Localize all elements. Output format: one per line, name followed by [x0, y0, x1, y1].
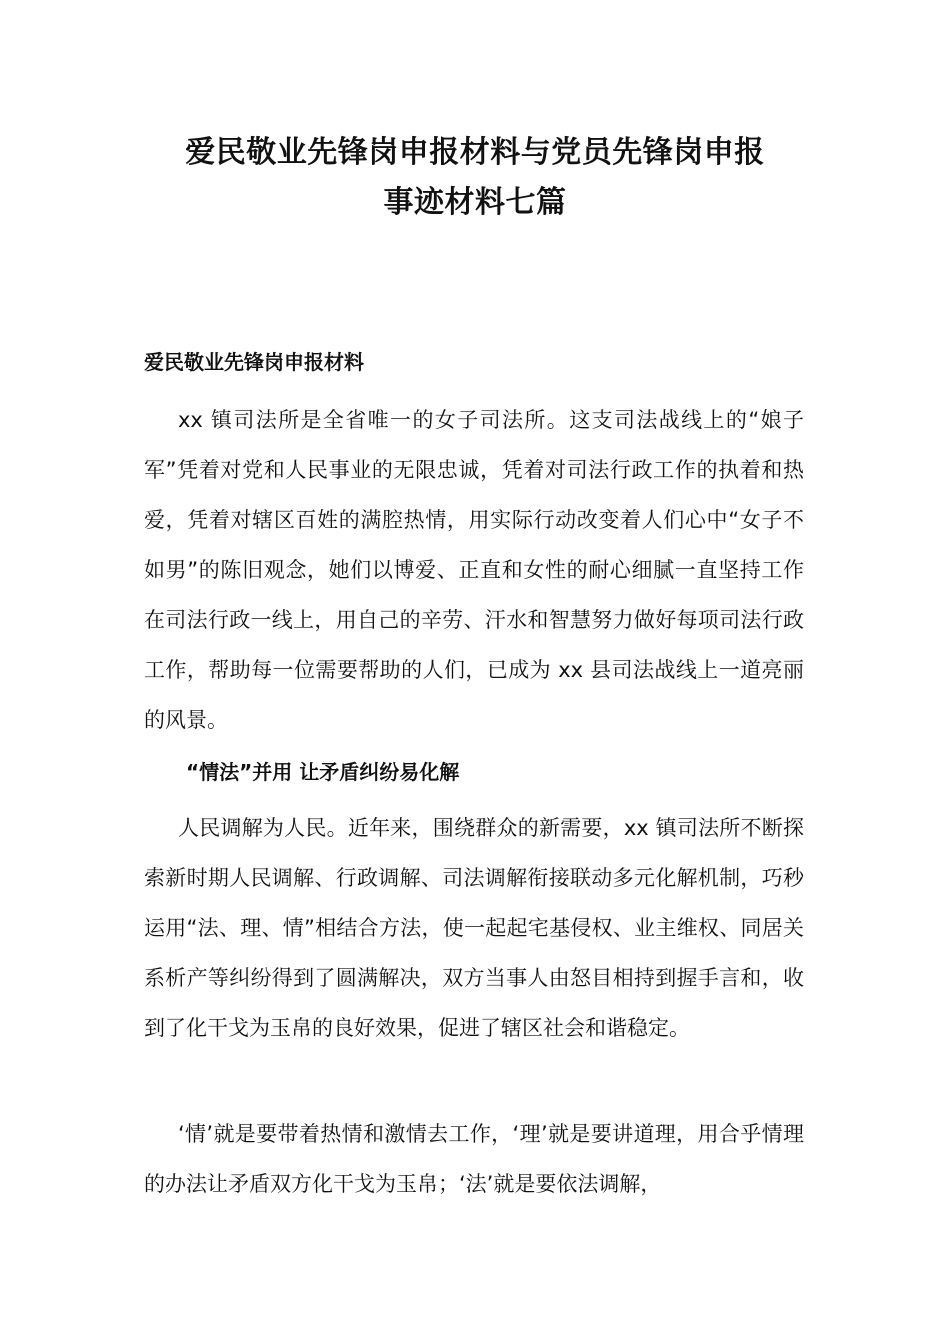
paragraph-1: xx 镇司法所是全省唯一的女子司法所。这支司法战线上的“娘子军”凭着对党和人民事业的无限忠诚，凭着对司法行政工作的执着和热爱，凭着对辖区百姓的满腔热情，用实际行动改变着人们心中“女子不如男”的陈旧观念，她们以博爱、正直和女性的耐心细腻一直坚持工作在司法行政一线上，用自己的辛劳、汗水和智慧努力做好每项司法行政工作，帮助每一位需要帮助的人们，已成为 xx 县司法战线上一道亮丽的风景。 — [144, 408, 804, 732]
document-title — [120, 128, 830, 228]
sub-heading: “情法”并用 让矛盾纠纷易化解 — [186, 760, 460, 784]
paragraph-3: ‘情’就是要带着热情和激情去工作，‘理’就是要讲道理，用合乎情理的办法让矛盾双方化干戈为玉帛；‘法’就是要依法调解， — [144, 1122, 804, 1196]
title-line-2: 事迹材料七篇 — [383, 185, 567, 220]
title-line-1: 爱民敬业先锋岗申报材料与党员先锋岗申报 — [185, 135, 765, 170]
section-heading: 爱民敬业先锋岗申报材料 — [144, 350, 364, 374]
paragraph-2: 人民调解为人民。近年来，围绕群众的新需要，xx 镇司法所不断探索新时期人民调解、行政调解、司法调解衔接联动多元化解机制，巧秒运用“法、理、情”相结合方法，使一起起宅基侵权、业主维权、同居关系析产等纠纷得到了圆满解决，双方当事人由怒目相持到握手言和，收到了化干戈为玉帛的良好效果，促进了辖区社会和谐稳定。 — [144, 816, 804, 1040]
